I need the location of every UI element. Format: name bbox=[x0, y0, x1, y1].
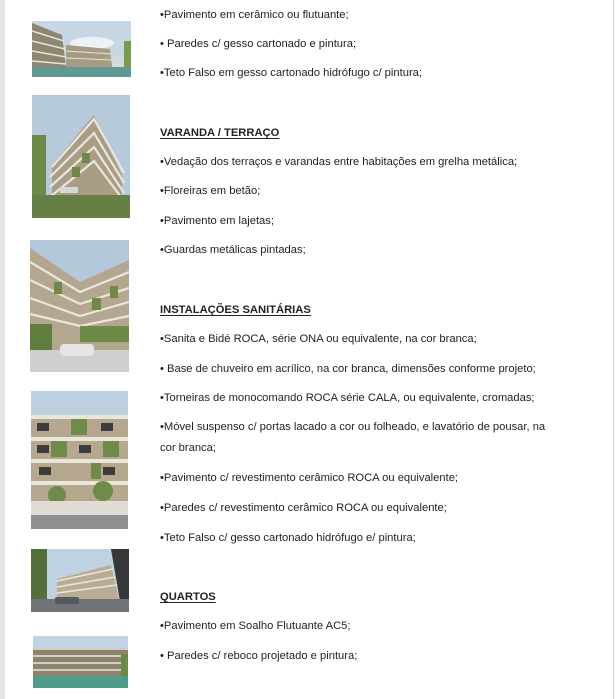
section-heading-quartos: QUARTOS bbox=[160, 591, 216, 603]
facade-front-render-image bbox=[31, 391, 128, 529]
list-item: •Pavimento em lajetas; bbox=[160, 215, 274, 227]
section-heading-sanitarias: INSTALAÇÕES SANITÁRIAS bbox=[160, 304, 311, 316]
list-item: •Móvel suspenso c/ portas lacado a cor ou folheado, e lavatório de pousar, na cor branca; bbox=[160, 421, 546, 454]
list-item: • Paredes c/ reboco projetado e pintura; bbox=[160, 650, 358, 662]
building-pool-render-2-image bbox=[33, 636, 128, 688]
page-right-edge bbox=[613, 0, 614, 699]
list-item: •Floreiras em betão; bbox=[160, 185, 261, 197]
building-corner-render-image bbox=[32, 95, 130, 218]
list-item: •Teto Falso em gesso cartonado hidrófugo c/ pintura; bbox=[160, 67, 422, 79]
courtyard-car-render-image bbox=[30, 240, 129, 372]
section-heading-varanda: VARANDA / TERRAÇO bbox=[160, 127, 280, 139]
list-item: •Pavimento em Soalho Flutuante AC5; bbox=[160, 620, 351, 632]
street-view-render-image bbox=[31, 549, 129, 612]
list-item: •Sanita e Bidé ROCA, série ONA ou equivalente, na cor branca; bbox=[160, 333, 477, 345]
list-item: •Teto Falso c/ gesso cartonado hidrófugo e/ pintura; bbox=[160, 532, 416, 544]
list-item: • Paredes c/ gesso cartonado e pintura; bbox=[160, 38, 357, 50]
list-item: •Pavimento em cerâmico ou flutuante; bbox=[160, 9, 349, 21]
list-item: •Pavimento c/ revestimento cerâmico ROCA ou equivalente; bbox=[160, 472, 459, 484]
list-item: • Base de chuveiro em acrílico, na cor branca, dimensões conforme projeto; bbox=[160, 363, 536, 375]
list-item: •Guardas metálicas pintadas; bbox=[160, 244, 306, 256]
list-item: •Vedação dos terraços e varandas entre habitações em grelha metálica; bbox=[160, 156, 518, 168]
building-pool-render-1-image bbox=[32, 21, 131, 77]
list-item: •Torneiras de monocomando ROCA série CALA, ou equivalente, cromadas; bbox=[160, 392, 535, 404]
list-item: •Paredes c/ revestimento cerâmico ROCA ou equivalente; bbox=[160, 502, 447, 514]
